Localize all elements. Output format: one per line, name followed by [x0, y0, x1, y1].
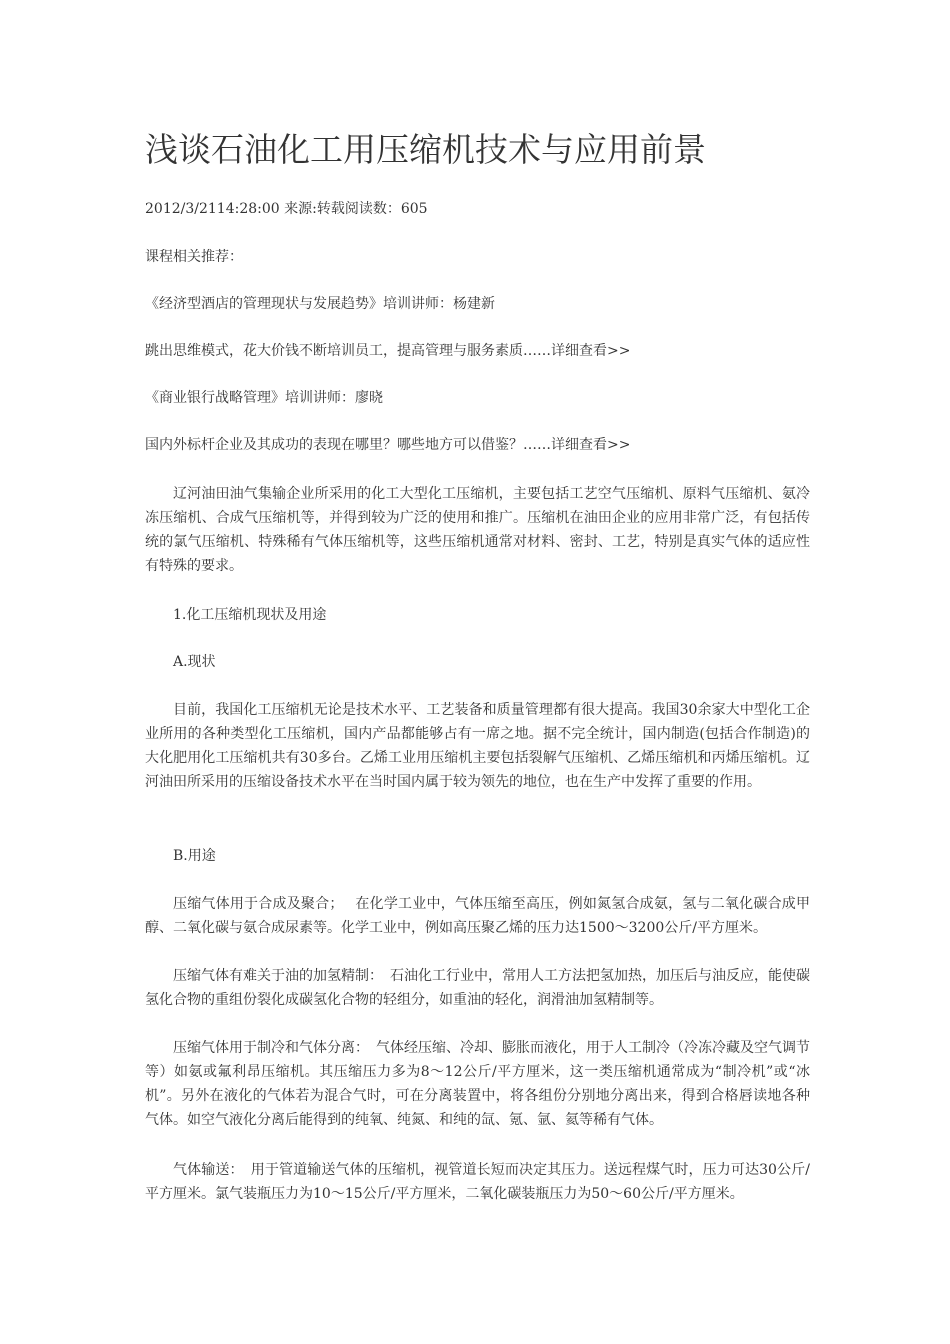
use-hydrorefining-paragraph: 压缩气体有难关于油的加氢精制： 石油化工行业中，常用人工方法把氢加热，加压后与油反应，能使碳氢化合物的重组份裂化成碳氢化合物的轻组分，如重油的轻化，润滑油加氢精制等。 — [145, 968, 810, 1008]
course-1-title[interactable]: 《经济型酒店的管理现状与发展趋势》培训讲师：杨建新 — [145, 296, 495, 312]
subsection-a-heading: A.现状 — [173, 654, 216, 670]
subsection-b-heading: B.用途 — [173, 848, 216, 864]
use-transport-paragraph: 气体输送： 用于管道输送气体的压缩机，视管道长短而决定其压力。送远程煤气时，压力可达30公斤/平方厘米。氯气装瓶压力为10～15公斤/平方厘米，二氧化碳装瓶压力为50～60公斤/平方厘米。 — [145, 1162, 810, 1202]
article-meta: 2012/3/2114:28:00 来源:转载阅读数：605 — [145, 201, 428, 217]
course-2-title[interactable]: 《商业银行战略管理》培训讲师：廖晓 — [145, 390, 383, 406]
recommend-label: 课程相关推荐： — [145, 249, 243, 265]
course-2-description[interactable]: 国内外标杆企业及其成功的表现在哪里？哪些地方可以借鉴？……详细查看>> — [145, 437, 631, 453]
intro-paragraph: 辽河油田油气集输企业所采用的化工大型化工压缩机，主要包括工艺空气压缩机、原料气压缩机、氨冷冻压缩机、合成气压缩机等，并得到较为广泛的使用和推广。压缩机在油田企业的应用非常广泛，有包括传统的氯气压缩机、特殊稀有气体压缩机等，这些压缩机通常对材料、密封、工艺，特别是真实气体的适应性有特殊的要求。 — [145, 486, 810, 574]
course-1-description[interactable]: 跳出思维模式，花大价钱不断培训员工，提高管理与服务素质……详细查看>> — [145, 343, 631, 359]
section-1-heading: 1.化工压缩机现状及用途 — [173, 607, 327, 623]
status-paragraph: 目前，我国化工压缩机无论是技术水平、工艺装备和质量管理都有很大提高。我国30余家大中型化工企业所用的各种类型化工压缩机，国内产品都能够占有一席之地。据不完全统计，国内制造(包括合作制造)的大化肥用化工压缩机共有30多台。乙烯工业用压缩机主要包括裂解气压缩机、乙烯压缩机和丙烯压缩机。辽河油田所采用的压缩设备技术水平在当时国内属于较为领先的地位，也在生产中发挥了重要的作用。 — [145, 702, 810, 790]
use-refrigeration-paragraph: 压缩气体用于制冷和气体分离： 气体经压缩、冷却、膨胀而液化，用于人工制冷（冷冻冷藏及空气调节等）如氨或氟利昂压缩机。其压缩压力多为8～12公斤/平方厘米，这一类压缩机通常成为“制冷机”或“冰机”。另外在液化的气体若为混合气时，可在分离装置中，将各组份分别地分离出来，得到合格唇读地各种气体。如空气液化分离后能得到的纯氧、纯氮、和纯的氙、氪、氩、氦等稀有气体。 — [145, 1040, 810, 1128]
page-title: 浅谈石油化工用压缩机技术与应用前景 — [145, 130, 706, 169]
use-synthesis-paragraph: 压缩气体用于合成及聚合； 在化学工业中，气体压缩至高压，例如氮氢合成氨，氢与二氧化碳合成甲醇、二氧化碳与氨合成尿素等。化学工业中，例如高压聚乙烯的压力达1500～3200公斤/平方厘米。 — [145, 896, 810, 936]
